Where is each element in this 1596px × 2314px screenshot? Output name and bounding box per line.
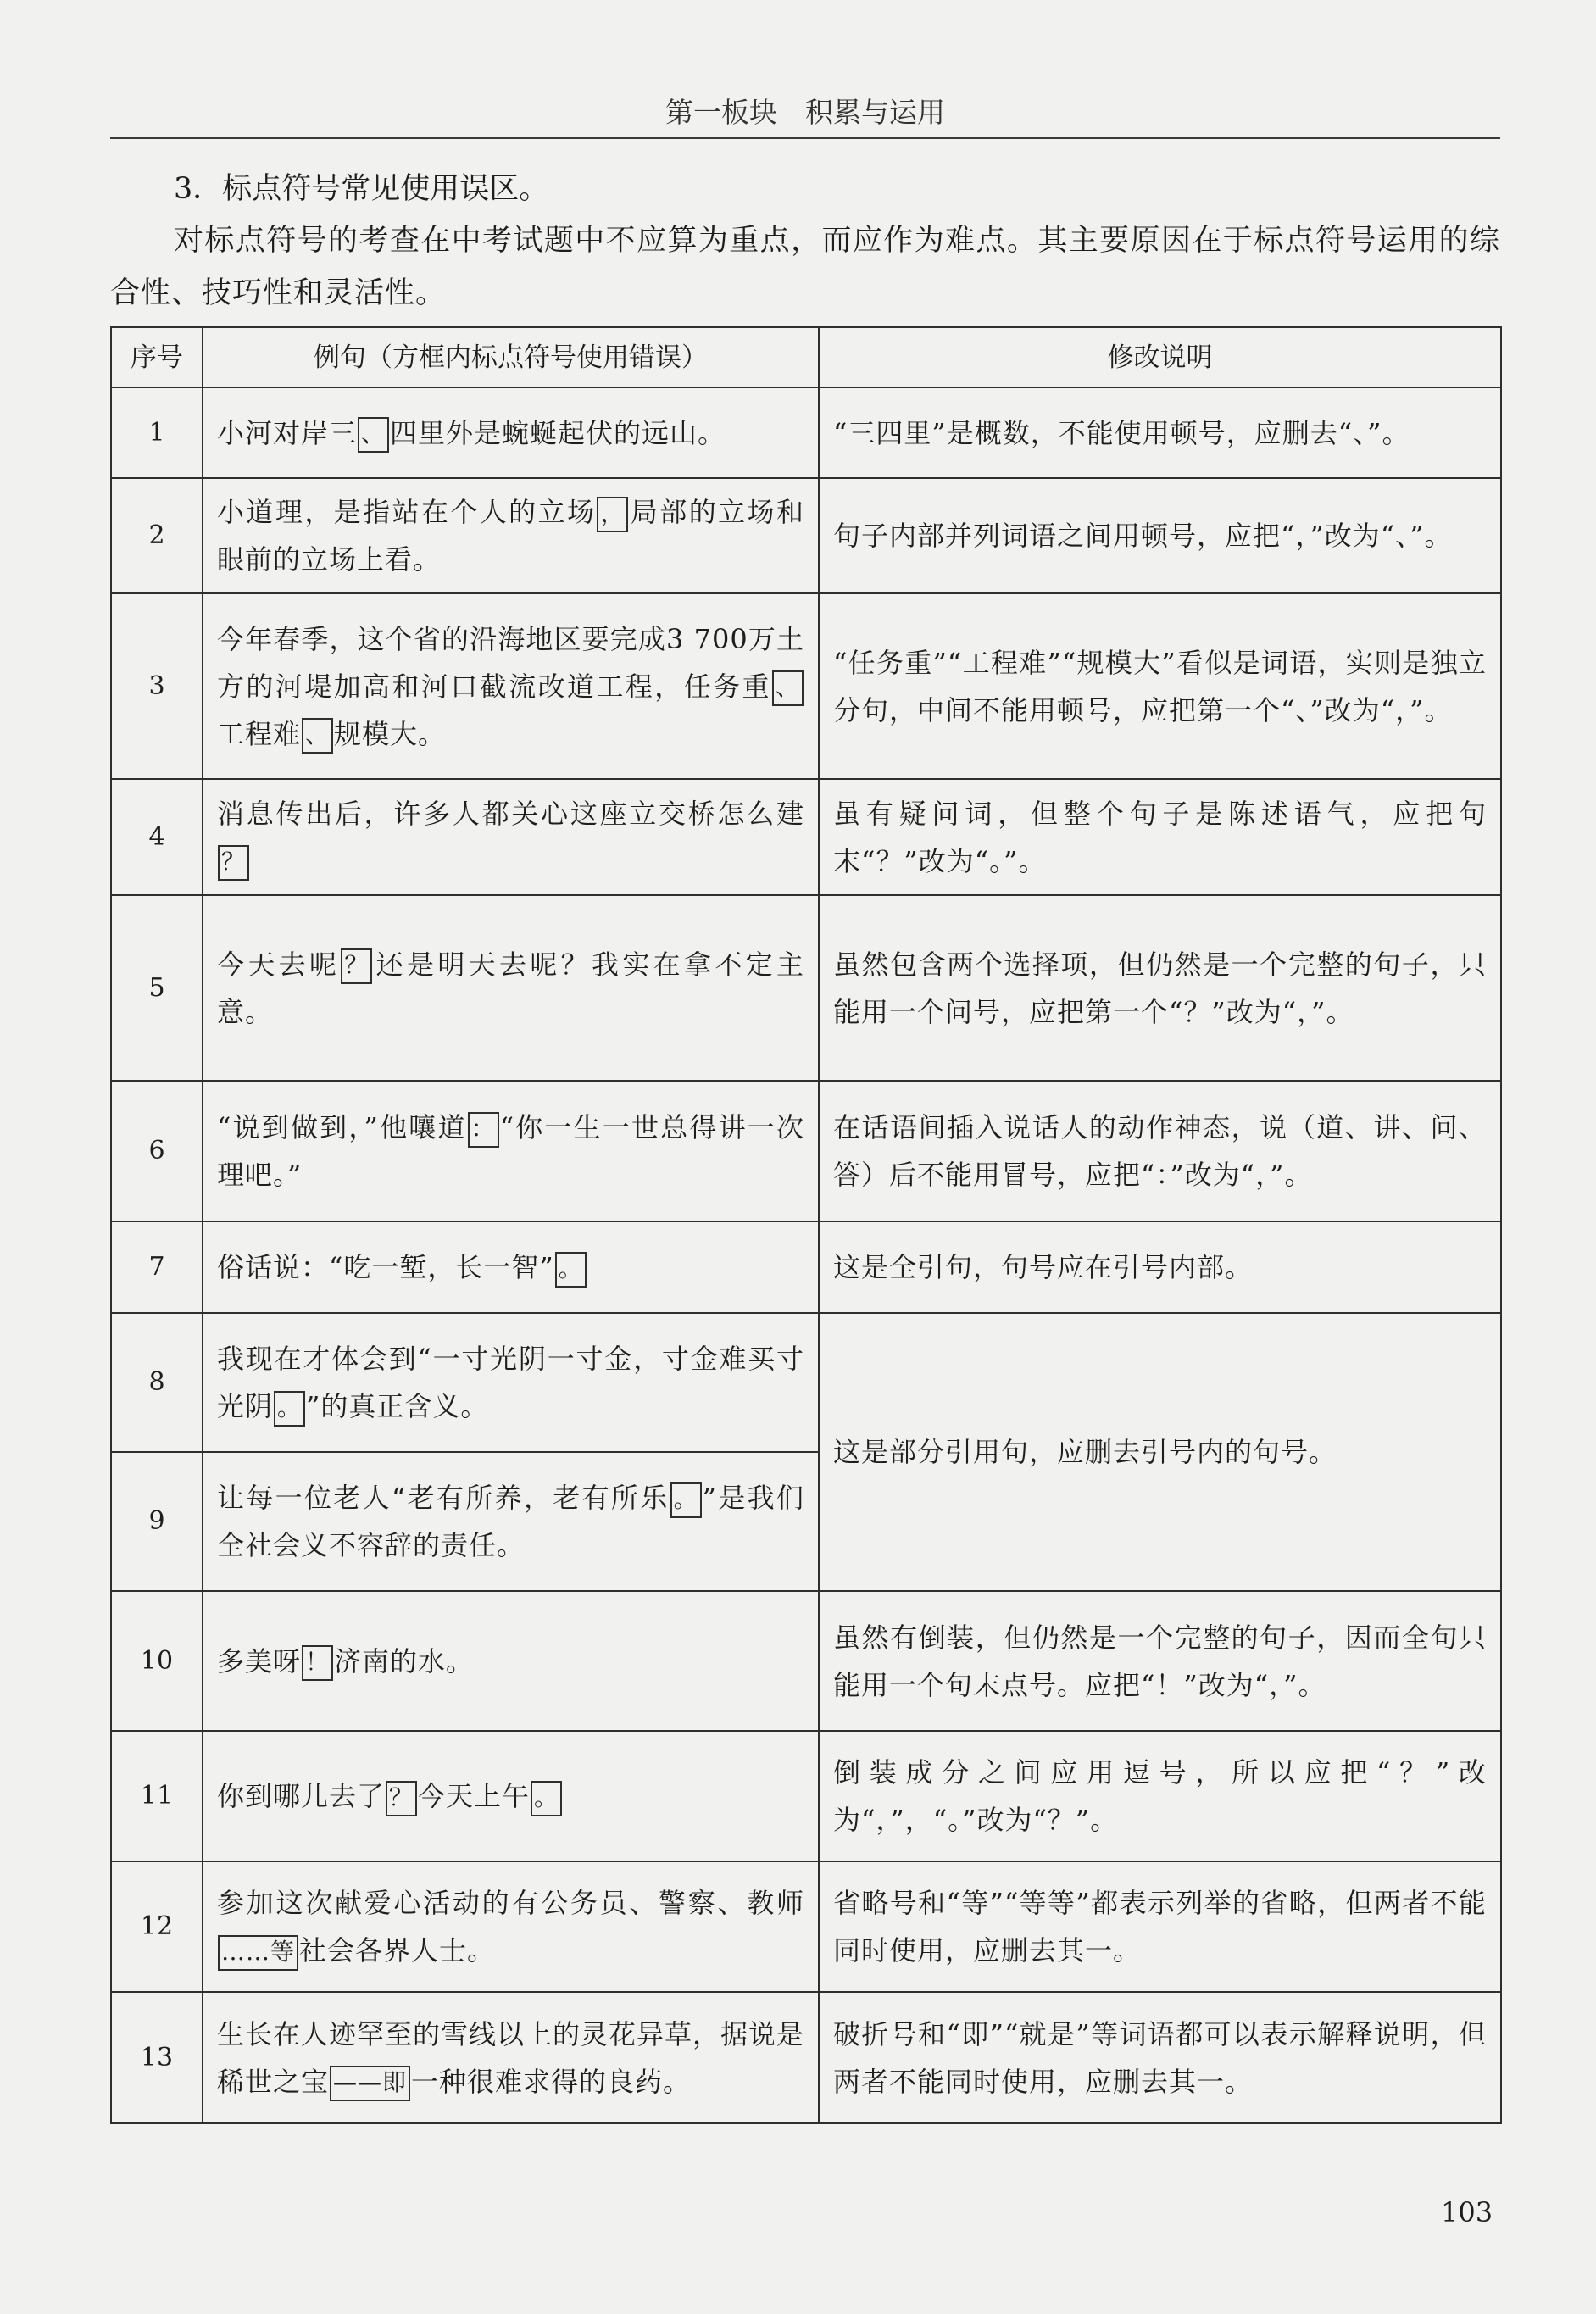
example-text: 济南的水。 bbox=[334, 1644, 475, 1677]
row-number: 12 bbox=[111, 1861, 203, 1992]
example-text: 多美呀 bbox=[217, 1644, 302, 1677]
column-header-example: 例句（方框内标点符号使用错误） bbox=[203, 327, 819, 387]
example-sentence bbox=[203, 1861, 819, 1992]
example-text: 小道理，是指站在个人的立场 bbox=[217, 496, 597, 528]
example-sentence bbox=[203, 593, 819, 779]
row-number: 11 bbox=[111, 1731, 203, 1861]
page-header bbox=[110, 93, 1500, 139]
table-row bbox=[111, 593, 1501, 779]
example-sentence bbox=[203, 478, 819, 593]
example-text: 你到哪儿去了 bbox=[217, 1780, 386, 1812]
row-number: 4 bbox=[111, 779, 203, 895]
table-row bbox=[111, 1313, 1501, 1452]
error-mark-box: ？ bbox=[218, 845, 249, 881]
example-text: 参加这次献爱心活动的有公务员、警察、教师 bbox=[217, 1887, 804, 1919]
example-text: 规模大。 bbox=[334, 717, 447, 750]
example-text: 我现在才体会到“一寸光阴一寸金，寸金难买寸光阴 bbox=[217, 1343, 804, 1422]
example-sentence bbox=[203, 387, 819, 478]
example-text: 局部的立场和眼前的立场上看。 bbox=[217, 496, 804, 576]
row-number: 5 bbox=[111, 895, 203, 1081]
error-mark-box: ？ bbox=[341, 948, 372, 984]
error-mark-box: ： bbox=[468, 1112, 499, 1148]
table-row bbox=[111, 1081, 1501, 1221]
correction-note: 破折号和“即”“就是”等词语都可以表示解释说明，但两者不能同时使用，应删去其一。 bbox=[819, 1992, 1501, 2123]
table-row bbox=[111, 895, 1501, 1081]
header-title: 第一板块 积累与运用 bbox=[665, 96, 945, 129]
error-mark-box: 。 bbox=[531, 1781, 562, 1816]
example-text: ”是我们全社会义不容辞的责任。 bbox=[217, 1482, 804, 1561]
page-number: 103 bbox=[1441, 2196, 1493, 2228]
example-text: 今年春季，这个省的沿海地区要完成3 700万土方的河堤加高和河口截流改道工程，任务重 bbox=[217, 622, 804, 703]
table-row bbox=[111, 1221, 1501, 1313]
example-text: 工程难 bbox=[217, 717, 302, 750]
example-sentence bbox=[203, 1313, 819, 1452]
error-mark-box: ？ bbox=[386, 1781, 417, 1816]
example-sentence bbox=[203, 779, 819, 895]
row-number: 13 bbox=[111, 1992, 203, 2123]
example-sentence bbox=[203, 1992, 819, 2123]
example-text: 一种很难求得的良药。 bbox=[411, 2065, 692, 2098]
row-number: 10 bbox=[111, 1591, 203, 1731]
example-text: 今天上午 bbox=[418, 1780, 531, 1812]
example-text: 社会各界人士。 bbox=[299, 1934, 496, 1966]
correction-note: “任务重”“工程难”“规模大”看似是词语，实则是独立分句，中间不能用顿号，应把第一个“、”改为“，”。 bbox=[819, 593, 1501, 779]
error-mark-box: 。 bbox=[555, 1252, 587, 1288]
correction-note: 这是部分引用句，应删去引号内的句号。 bbox=[819, 1313, 1501, 1591]
row-number: 9 bbox=[111, 1452, 203, 1591]
example-sentence bbox=[203, 1081, 819, 1221]
error-mark-box: 。 bbox=[670, 1482, 702, 1518]
example-text: 生长在人迹罕至的雪线以上的灵花异草，据说是稀世之宝 bbox=[217, 2017, 805, 2098]
example-text: 小河对岸三 bbox=[217, 416, 358, 449]
correction-note: 虽然有倒装，但仍然是一个完整的句子，因而全句只能用一个句末点号。应把“！”改为“，”。 bbox=[819, 1591, 1501, 1731]
example-text: 今天去呢 bbox=[217, 948, 341, 981]
section-intro: 对标点符号的考查在中考试题中不应算为重点，而应作为难点。其主要原因在于标点符号运用的综合性、技巧性和灵活性。 bbox=[110, 224, 1500, 310]
error-mark-box: ——即 bbox=[330, 2066, 410, 2101]
example-text: 让每一位老人“老有所养，老有所乐 bbox=[217, 1482, 670, 1514]
error-mark-box: 、 bbox=[358, 417, 389, 453]
correction-note: 省略号和“等”“等等”都表示列举的省略，但两者不能同时使用，应删去其一。 bbox=[819, 1861, 1501, 1992]
table-row bbox=[111, 1861, 1501, 1992]
error-mark-box: 、 bbox=[302, 718, 333, 754]
error-mark-box: 。 bbox=[274, 1391, 305, 1427]
correction-note: 倒装成分之间应用逗号，所以应把“？”改为“，”，“。”改为“？”。 bbox=[819, 1731, 1501, 1861]
punctuation-error-table bbox=[110, 326, 1502, 2124]
error-mark-box: ……等 bbox=[218, 1935, 298, 1971]
correction-note: 在话语间插入说话人的动作神态，说（道、讲、问、答）后不能用冒号，应把“：”改为“，”。 bbox=[819, 1081, 1501, 1221]
example-sentence bbox=[203, 1591, 819, 1731]
error-mark-box: ！ bbox=[302, 1645, 333, 1681]
row-number: 7 bbox=[111, 1221, 203, 1313]
row-number: 2 bbox=[111, 478, 203, 593]
row-number: 1 bbox=[111, 387, 203, 478]
error-mark-box: 、 bbox=[772, 670, 804, 706]
table-row bbox=[111, 1992, 1501, 2123]
column-header-note: 修改说明 bbox=[819, 327, 1501, 387]
column-header-number: 序号 bbox=[111, 327, 203, 387]
table-row bbox=[111, 478, 1501, 593]
correction-note: 这是全引句，句号应在引号内部。 bbox=[819, 1221, 1501, 1313]
example-text: “说到做到，”他嚷道 bbox=[217, 1111, 467, 1143]
example-text: 俗话说：“吃一堑，长一智” bbox=[217, 1251, 554, 1283]
table-row bbox=[111, 1731, 1501, 1861]
example-text: ”的真正含义。 bbox=[306, 1390, 489, 1422]
example-text: 四里外是蜿蜒起伏的远山。 bbox=[390, 416, 726, 449]
table-row bbox=[111, 1591, 1501, 1731]
example-sentence bbox=[203, 895, 819, 1081]
correction-note: 虽有疑问词，但整个句子是陈述语气，应把句末“？”改为“。”。 bbox=[819, 779, 1501, 895]
example-sentence bbox=[203, 1452, 819, 1591]
example-text: 还是明天去呢？我实在拿不定主意。 bbox=[217, 948, 804, 1028]
table-row bbox=[111, 779, 1501, 895]
example-sentence bbox=[203, 1221, 819, 1313]
table-header-row bbox=[111, 327, 1501, 387]
error-mark-box: ， bbox=[597, 497, 628, 532]
section-heading: 3．标点符号常见使用误区。 bbox=[174, 172, 549, 206]
example-text: “你一生一世总得讲一次理吧。” bbox=[217, 1111, 804, 1191]
correction-note: “三四里”是概数，不能使用顿号，应删去“、”。 bbox=[819, 387, 1501, 478]
table-row bbox=[111, 387, 1501, 478]
example-sentence bbox=[203, 1731, 819, 1861]
example-text: 消息传出后，许多人都关心这座立交桥怎么建 bbox=[217, 797, 804, 830]
row-number: 3 bbox=[111, 593, 203, 779]
correction-note: 虽然包含两个选择项，但仍然是一个完整的句子，只能用一个问号，应把第一个“？”改为“，”。 bbox=[819, 895, 1501, 1081]
correction-note: 句子内部并列词语之间用顿号，应把“，”改为“、”。 bbox=[819, 478, 1501, 593]
row-number: 6 bbox=[111, 1081, 203, 1221]
row-number: 8 bbox=[111, 1313, 203, 1452]
